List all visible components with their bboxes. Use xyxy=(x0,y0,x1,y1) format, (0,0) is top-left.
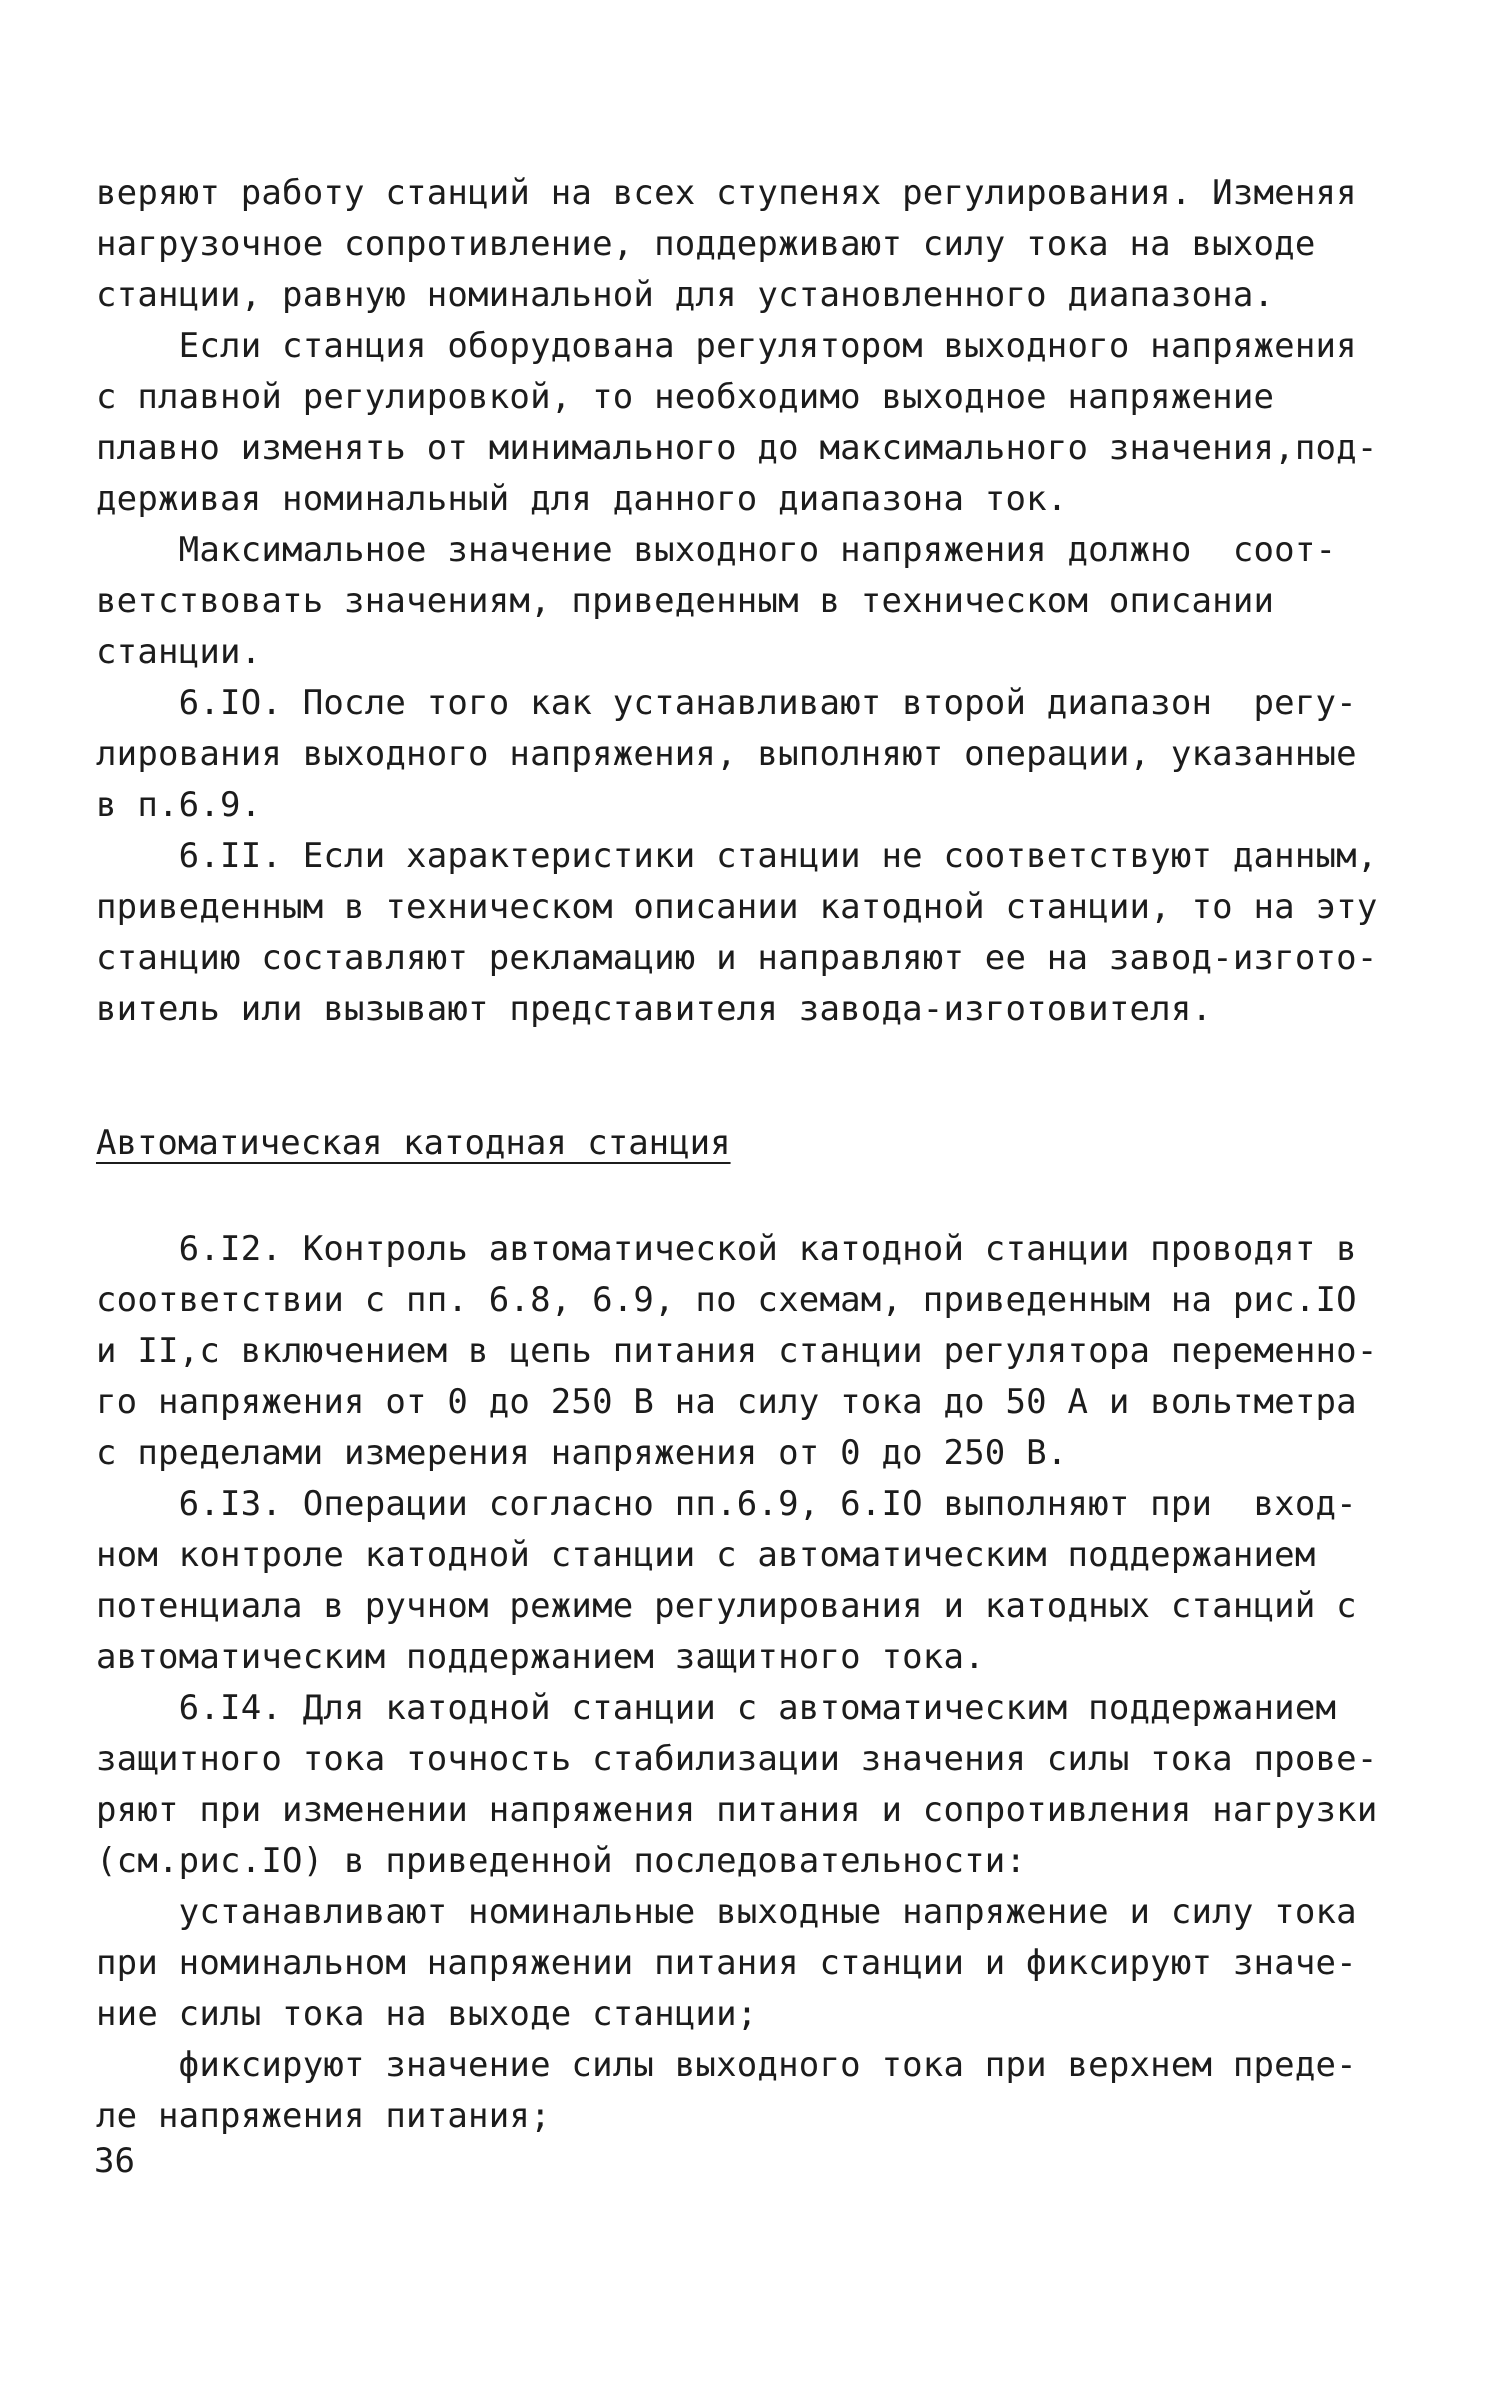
text-line: и II,с включением в цепь питания станции регулятора переменно- xyxy=(96,1331,1378,1371)
text-line: нагрузочное сопротивление, поддерживают силу тока на выходе xyxy=(96,224,1316,264)
text-line: приведенным в техническом описании катодной станции, то на эту xyxy=(96,887,1378,927)
text-line: 6.IO. После того как устанавливают второй диапазон регу- xyxy=(96,683,1357,723)
text-line: 6.I3. Операции согласно пп.6.9, 6.IO выполняют при вход- xyxy=(96,1484,1357,1524)
text-line: в п.6.9. xyxy=(96,785,262,825)
text-line: защитного тока точность стабилизации значения силы тока прове- xyxy=(96,1739,1378,1779)
text-line: станции. xyxy=(96,632,262,672)
text-line: при номинальном напряжении питания станции и фиксируют значе- xyxy=(96,1943,1357,1983)
text-line: веряют работу станций на всех ступенях регулирования. Изменяя xyxy=(96,173,1357,213)
text-line: станции, равную номинальной для установленного диапазона. xyxy=(96,275,1275,315)
text-line: потенциала в ручном режиме регулирования и катодных станций с xyxy=(96,1586,1357,1626)
body-text-upper xyxy=(96,168,1396,1035)
text-line: ле напряжения питания; xyxy=(96,2096,551,2136)
text-line: 6.I2. Контроль автоматической катодной станции проводят в xyxy=(96,1229,1357,1269)
body-text-lower xyxy=(96,1224,1396,2142)
text-line: (см.рис.IO) в приведенной последовательности: xyxy=(96,1841,1027,1881)
text-line: 6.II. Если характеристики станции не соответствуют данным, xyxy=(96,836,1378,876)
text-line: держивая номинальный для данного диапазона ток. xyxy=(96,479,1068,519)
text-line: соответствии с пп. 6.8, 6.9, по схемам, приведенным на рис.IO xyxy=(96,1280,1357,1320)
text-line: ветствовать значениям, приведенным в техническом описании xyxy=(96,581,1275,621)
page-number: 36 xyxy=(94,2141,135,2181)
text-line: автоматическим поддержанием защитного тока. xyxy=(96,1637,985,1677)
text-line: Если станция оборудована регулятором выходного напряжения xyxy=(96,326,1357,366)
text-line: витель или вызывают представителя завода-изготовителя. xyxy=(96,989,1213,1029)
text-line: ряют при изменении напряжения питания и сопротивления нагрузки xyxy=(96,1790,1378,1830)
text-line: ние силы тока на выходе станции; xyxy=(96,1994,758,2034)
section-heading: Автоматическая катодная станция xyxy=(96,1123,731,1163)
text-line: станцию составляют рекламацию и направляют ее на завод-изгото- xyxy=(96,938,1378,978)
text-line: Максимальное значение выходного напряжения должно соот- xyxy=(96,530,1337,570)
text-line: лирования выходного напряжения, выполняют операции, указанные xyxy=(96,734,1357,774)
text-line: устанавливают номинальные выходные напряжение и силу тока xyxy=(96,1892,1357,1932)
text-line: с пределами измерения напряжения от 0 до 250 В. xyxy=(96,1433,1068,1473)
text-line: плавно изменять от минимального до максимального значения,под- xyxy=(96,428,1378,468)
text-line: ном контроле катодной станции с автоматическим поддержанием xyxy=(96,1535,1316,1575)
text-line: го напряжения от 0 до 250 В на силу тока до 50 А и вольтметра xyxy=(96,1382,1357,1422)
text-line: 6.I4. Для катодной станции с автоматическим поддержанием xyxy=(96,1688,1337,1728)
text-line: с плавной регулировкой, то необходимо выходное напряжение xyxy=(96,377,1275,417)
text-line: фиксируют значение силы выходного тока при верхнем преде- xyxy=(96,2045,1357,2085)
